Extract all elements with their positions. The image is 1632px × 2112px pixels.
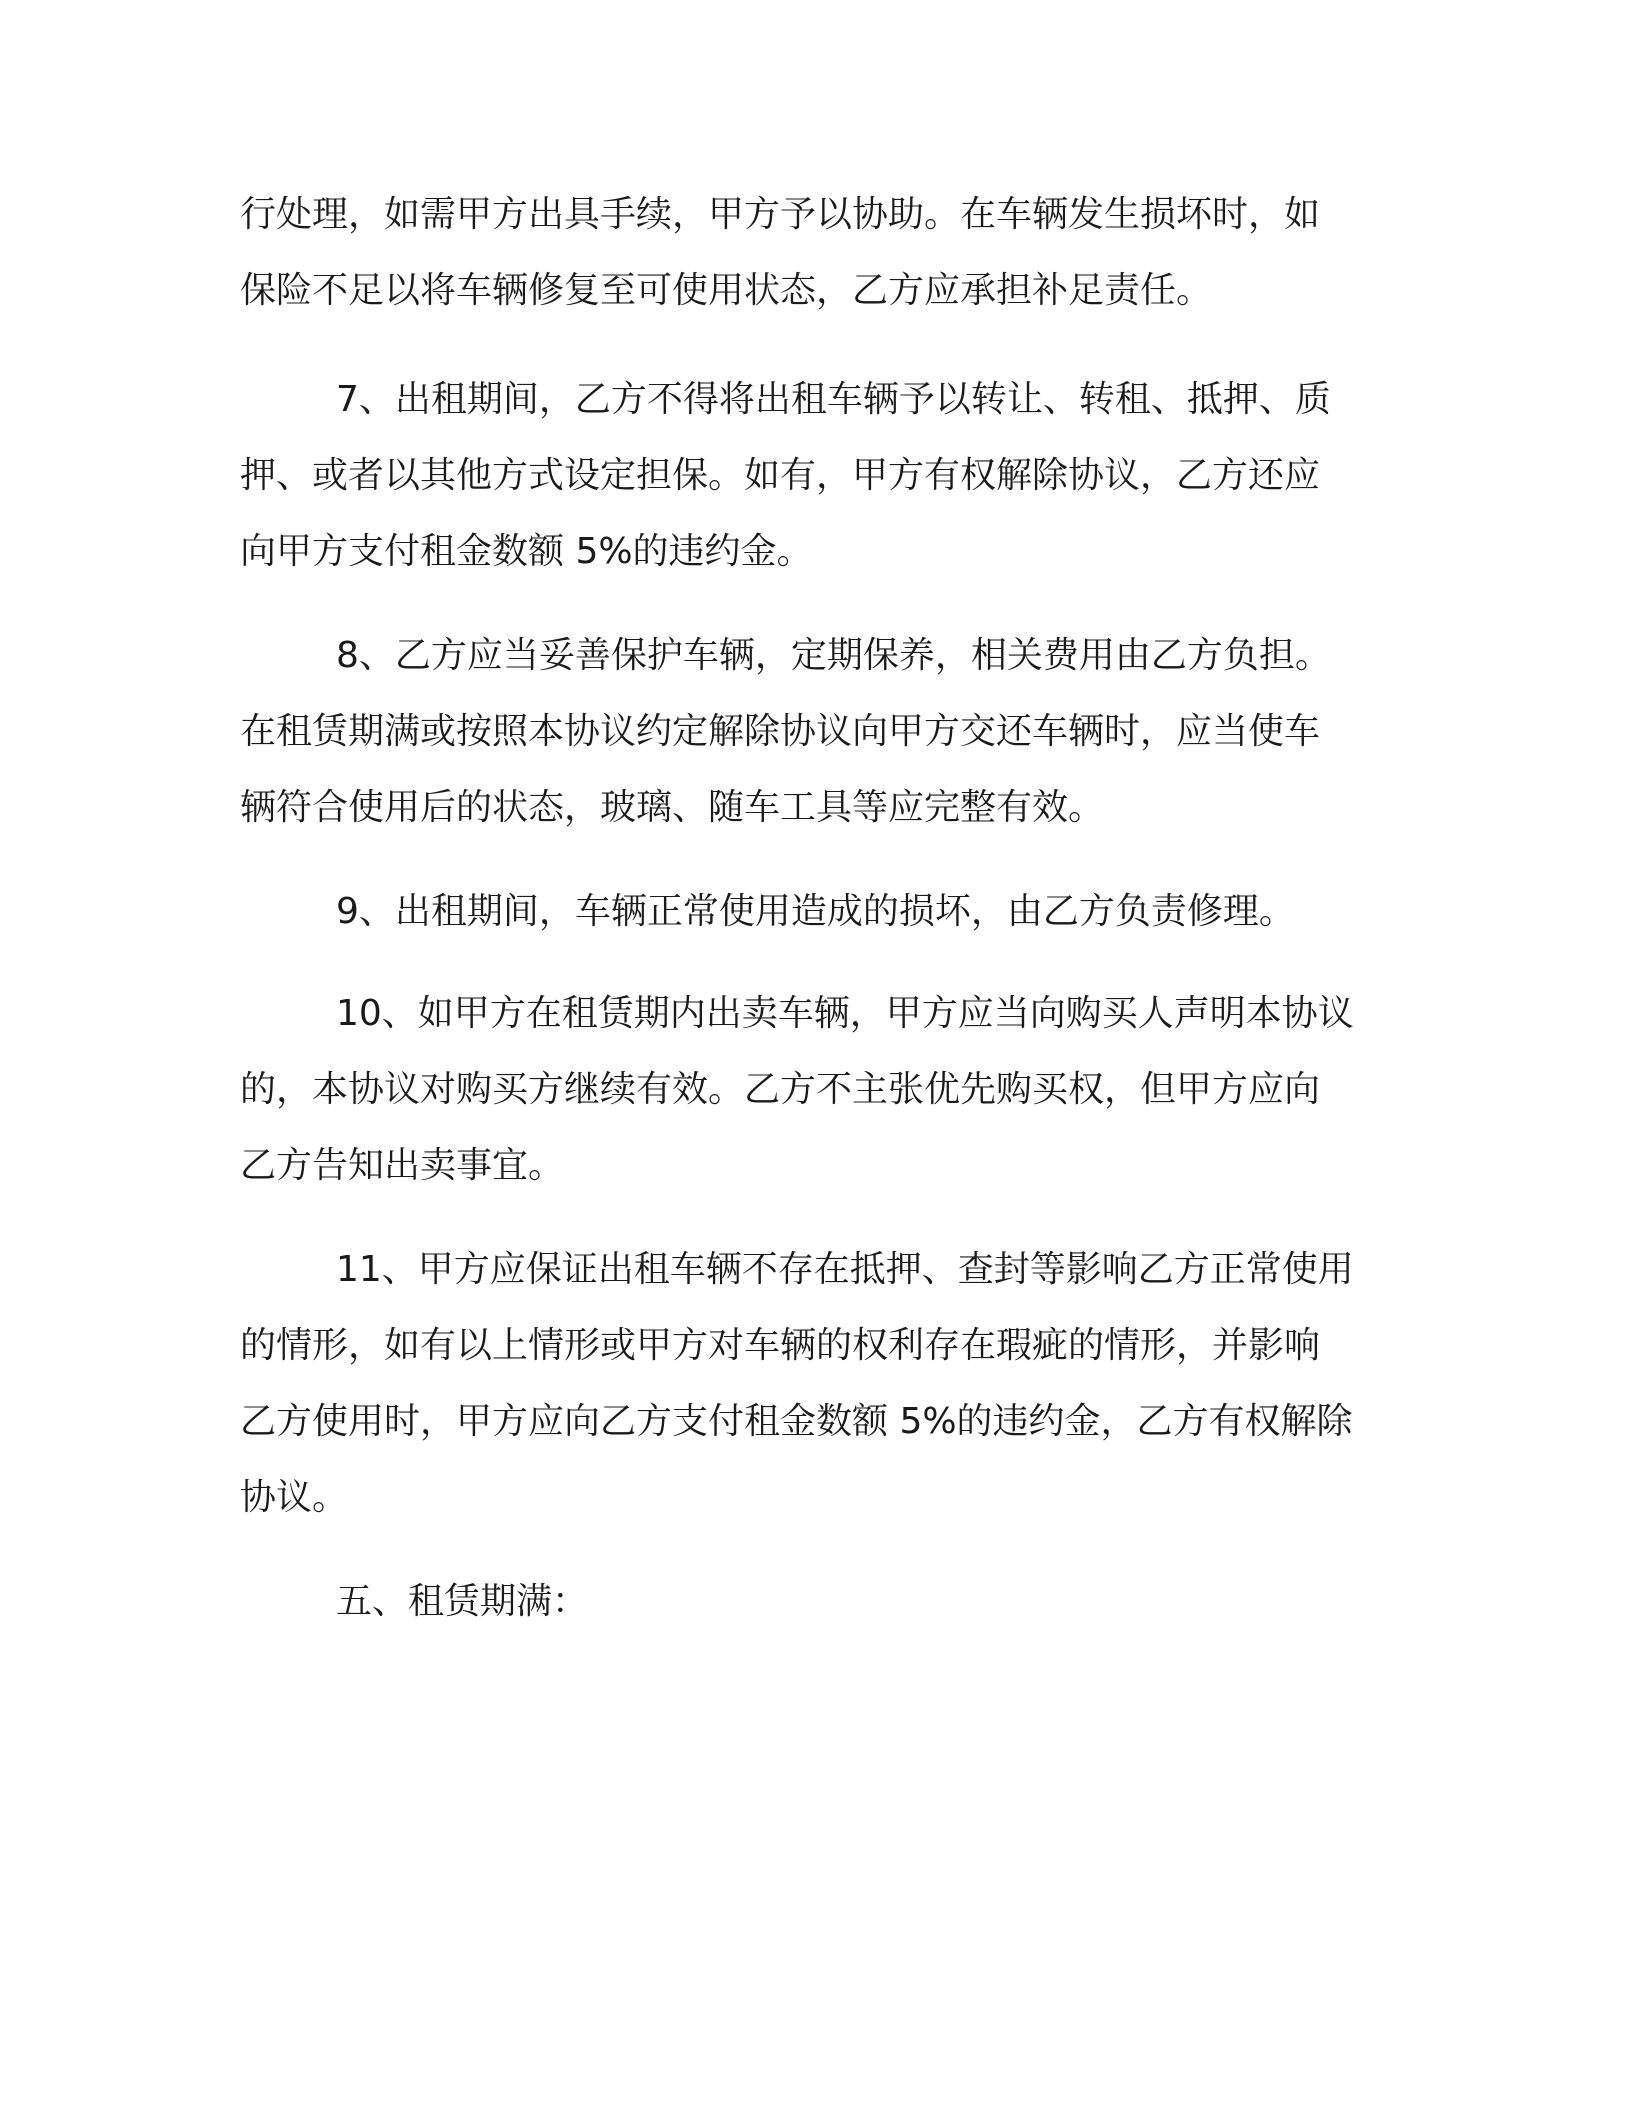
text-line: 行处理，如需甲方出具手续，甲方予以协助。在车辆发生损坏时，如: [240, 194, 1321, 235]
section-5-heading: [240, 1564, 1390, 1640]
text-line: 乙方使用时，甲方应向乙方支付租金数额 5%的违约金，乙方有权解除: [240, 1401, 1353, 1442]
text-line: 7、出租期间，乙方不得将出租车辆予以转让、转租、抵押、质: [336, 379, 1331, 420]
paragraph-continuation: [240, 177, 1390, 329]
clause-9-paragraph: [240, 874, 1390, 950]
clause-7-paragraph: [240, 362, 1390, 590]
text-line: 9、出租期间，车辆正常使用造成的损坏，由乙方负责修理。: [336, 891, 1295, 932]
text-line: 辆符合使用后的状态，玻璃、随车工具等应完整有效。: [240, 787, 1105, 828]
text-line: 10、如甲方在租赁期内出卖车辆，甲方应当向购买人声明本协议: [336, 993, 1354, 1034]
text-line: 在租赁期满或按照本协议约定解除协议向甲方交还车辆时，应当使车: [240, 711, 1321, 752]
text-line: 向甲方支付租金数额 5%的违约金。: [240, 531, 813, 572]
text-line: 乙方告知出卖事宜。: [240, 1145, 565, 1186]
text-line: 11、甲方应保证出租车辆不存在抵押、查封等影响乙方正常使用: [336, 1249, 1354, 1290]
text-line: 8、乙方应当妥善保护车辆，定期保养，相关费用由乙方负担。: [336, 635, 1331, 676]
text-line: 保险不足以将车辆修复至可使用状态，乙方应承担补足责任。: [240, 270, 1213, 311]
text-line: 协议。: [240, 1477, 349, 1518]
clause-11-paragraph: [240, 1232, 1390, 1536]
text-line: 的，本协议对购买方继续有效。乙方不主张优先购买权，但甲方应向: [240, 1069, 1321, 1110]
text-line: 的情形，如有以上情形或甲方对车辆的权利存在瑕疵的情形，并影响: [240, 1325, 1321, 1366]
text-line: 五、租赁期满：: [336, 1581, 589, 1622]
text-line: 押、或者以其他方式设定担保。如有，甲方有权解除协议，乙方还应: [240, 455, 1321, 496]
clause-10-paragraph: [240, 976, 1390, 1204]
clause-8-paragraph: [240, 618, 1390, 846]
